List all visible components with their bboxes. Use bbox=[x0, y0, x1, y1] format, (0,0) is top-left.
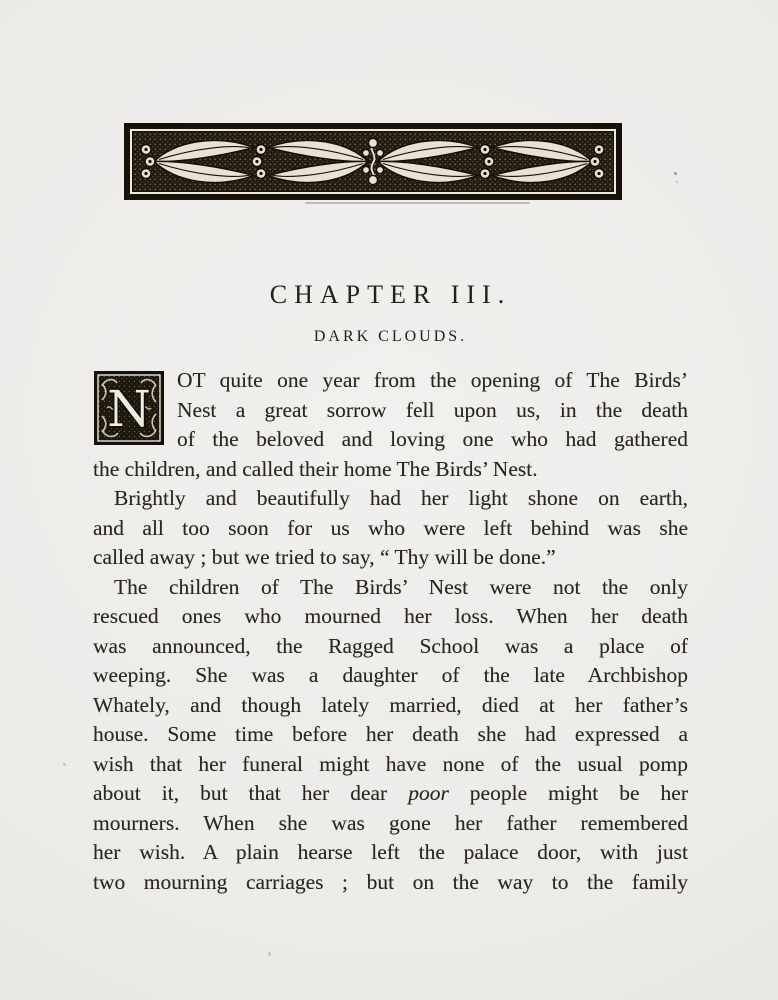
text-segment: called away ; but we tried to say, “ Thy will be done.” bbox=[93, 545, 556, 569]
paragraphs-container bbox=[93, 366, 688, 897]
text-line bbox=[93, 720, 688, 750]
text-line bbox=[93, 514, 688, 544]
text-segment: weeping. She was a daughter of the late Archbishop bbox=[93, 663, 688, 687]
scan-speck bbox=[676, 181, 678, 183]
text-line bbox=[93, 779, 688, 809]
foliate-initial-block-icon bbox=[93, 370, 165, 446]
ornament-banner bbox=[124, 123, 622, 200]
text-line bbox=[93, 484, 688, 514]
text-segment: rescued ones who mourned her loss. When her death bbox=[93, 604, 688, 628]
text-segment: her wish. A plain hearse left the palace door, with just bbox=[93, 840, 688, 864]
text-line bbox=[93, 809, 688, 839]
text-segment: Brightly and beautifully had her light shone on earth, bbox=[114, 486, 688, 510]
scan-shadow bbox=[305, 202, 530, 204]
text-line bbox=[93, 632, 688, 662]
text-segment: house. Some time before her death she had expressed a bbox=[93, 722, 688, 746]
text-segment: wish that her funeral might have none of the usual pomp bbox=[93, 751, 688, 776]
text-line bbox=[93, 425, 688, 455]
text-line bbox=[93, 366, 688, 396]
text-line bbox=[93, 543, 688, 573]
drop-cap-ornament bbox=[93, 370, 165, 446]
text-line bbox=[93, 573, 688, 603]
paragraph bbox=[93, 484, 688, 573]
drop-cap-letter: N bbox=[107, 380, 151, 438]
chapter-subtitle: DARK CLOUDS. bbox=[313, 328, 468, 345]
text-segment: was announced, the Ragged School was a place of bbox=[93, 633, 688, 658]
text-line bbox=[93, 602, 688, 632]
text-line bbox=[93, 838, 688, 868]
text-segment: the children, and called their home The Birds’ Nest. bbox=[93, 456, 538, 481]
text-segment: mourners. When she was gone her father remembered bbox=[93, 810, 688, 835]
text-line bbox=[93, 750, 688, 780]
chapter-heading: CHAPTER III. bbox=[269, 280, 512, 309]
scan-speck bbox=[268, 952, 271, 956]
text-segment: of the beloved and loving one who had gathered bbox=[177, 427, 688, 451]
text-line bbox=[93, 868, 688, 898]
scan-speck bbox=[674, 172, 677, 175]
text-segment: and all too soon for us who were left behind was she bbox=[93, 515, 688, 540]
text-segment: people might be her bbox=[448, 781, 688, 805]
text-line bbox=[93, 661, 688, 691]
paragraph bbox=[93, 573, 688, 898]
text-segment: The children of The Birds’ Nest were not the only bbox=[114, 574, 688, 599]
text-segment: Nest a great sorrow fell upon us, in the death bbox=[177, 397, 688, 422]
body-text bbox=[93, 366, 688, 897]
text-segment: about it, but that her dear bbox=[93, 781, 409, 805]
text-segment: OT quite one year from the opening of The Birds’ bbox=[177, 368, 688, 392]
floral-band-engraving-icon bbox=[124, 123, 622, 200]
text-segment: Whately, and though lately married, died at her father’s bbox=[93, 692, 688, 717]
paragraph bbox=[93, 366, 688, 484]
text-segment: two mourning carriages ; but on the way to the family bbox=[93, 869, 688, 894]
text-line bbox=[93, 691, 688, 721]
scan-speck bbox=[63, 763, 66, 766]
text-line bbox=[93, 396, 688, 426]
italic-word: poor bbox=[408, 781, 449, 805]
text-line bbox=[93, 455, 688, 485]
